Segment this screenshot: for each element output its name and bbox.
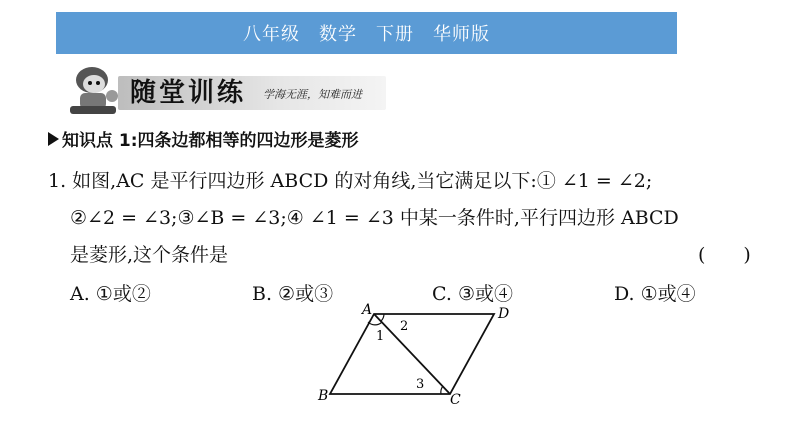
question-line-3: 是菱形,这个条件是 <box>70 244 229 266</box>
vertex-c-label: C <box>450 392 461 408</box>
angle-3-label: 3 <box>416 377 425 392</box>
header-title: 八年级 数学 下册 华师版 <box>243 24 490 45</box>
angle-arc-3 <box>441 386 443 394</box>
vertex-a-label: A <box>362 302 373 318</box>
angle-2-label: 2 <box>400 319 409 334</box>
diagonal-ac <box>374 314 450 394</box>
banner-subtitle: 学海无涯，知难而进 <box>263 88 362 101</box>
vertex-d-label: D <box>498 306 510 322</box>
option-c[interactable]: C. ③或④ <box>432 283 513 305</box>
answer-blank: ( ) <box>698 244 751 266</box>
angle-arc-2 <box>381 314 384 321</box>
section-banner <box>58 62 388 118</box>
banner-title: 随堂训练 <box>130 78 247 108</box>
option-d[interactable]: D. ①或④ <box>614 283 696 305</box>
knowledge-point-heading <box>48 126 359 151</box>
angle-1-label: 1 <box>376 329 385 344</box>
parallelogram-figure <box>310 300 520 410</box>
cartoon-mascot-icon <box>58 62 128 118</box>
option-b[interactable]: B. ②或③ <box>252 283 334 305</box>
play-marker-icon <box>48 132 59 146</box>
question-line-1: 1. 如图,AC 是平行四边形 ABCD 的对角线,当它满足以下:① ∠1 = ∠2; <box>48 170 653 192</box>
option-a[interactable]: A. ①或② <box>70 283 151 305</box>
header-bar <box>56 12 677 54</box>
vertex-b-label: B <box>318 388 329 404</box>
question-line-2: ②∠2 = ∠3;③∠B = ∠3;④ ∠1 = ∠3 中某一条件时,平行四边形 ABCD <box>70 207 679 229</box>
knowledge-point-label: 知识点 1:四条边都相等的四边形是菱形 <box>62 131 359 151</box>
